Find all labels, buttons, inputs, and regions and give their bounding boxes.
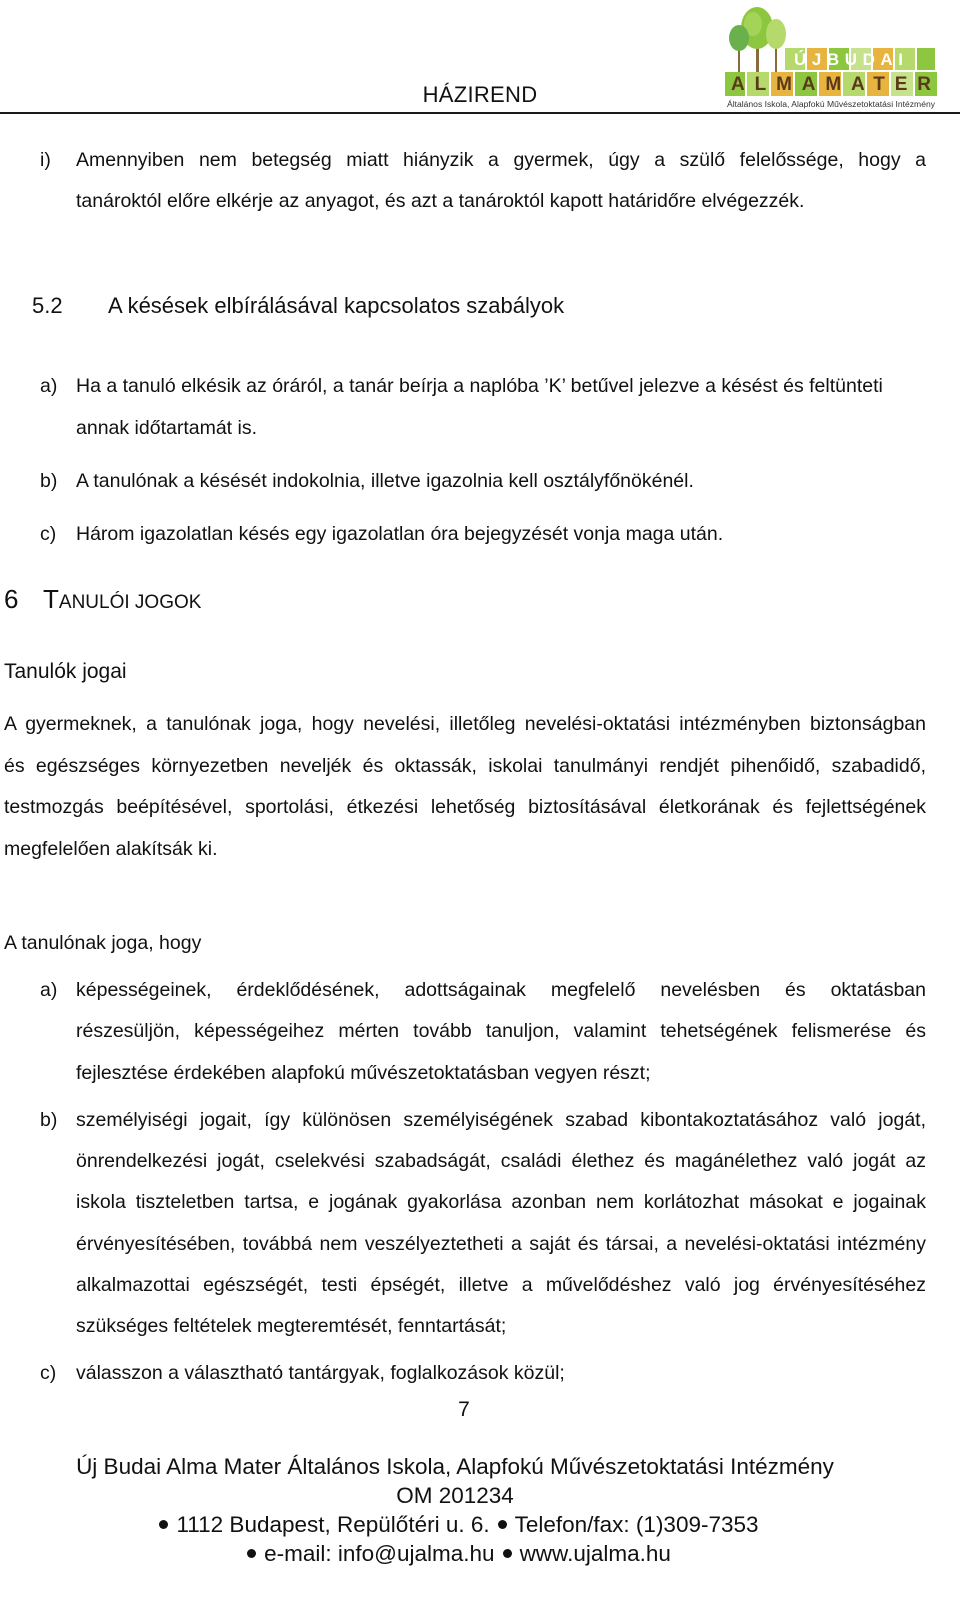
list-item-text: A tanulónak a késését indokolnia, illetve igazolnia kell osztályfőnökénél. xyxy=(76,470,694,492)
list-item-text: képességeinek, érdeklődésének, adottságainak megfelelő nevelésben és oktatásban xyxy=(76,979,926,1001)
list-item-text: önrendelkezési jogát, cselekvési szabadságát, családi élethez és magánélethez való jogát az xyxy=(76,1150,926,1172)
section-title-initial: T xyxy=(43,584,59,614)
list-item-text: Ha a tanuló elkésik az óráról, a tanár beírja a naplóba ’K’ betűvel jelezve a késést és feltünteti xyxy=(76,375,883,397)
list-marker: i) xyxy=(40,149,51,171)
list-item-text: válasszon a választható tantárgyak, foglalkozások közül; xyxy=(76,1362,565,1384)
list-marker: b) xyxy=(40,1109,58,1131)
section-title xyxy=(43,584,201,615)
footer-phone: Telefon/fax: (1)309-7353 xyxy=(514,1512,759,1537)
footer-web-line xyxy=(0,1539,935,1569)
paragraph-line: testmozgás beépítésével, sportolási, étkezési lehetőség biztosításával életkorának és fejlettségének xyxy=(4,796,926,818)
list-marker: b) xyxy=(40,470,58,492)
list-item-text: fejlesztése érdekében alapfokú művészetoktatásban vegyen részt; xyxy=(76,1062,651,1084)
list-item-text: részesüljön, képességeihez mérten tovább tanuljon, valamint tehetségének felismerése és xyxy=(76,1020,926,1042)
footer-address: 1112 Budapest, Repülőtéri u. 6. xyxy=(176,1512,490,1537)
header-divider xyxy=(0,112,960,114)
list-item-text: Amennyiben nem betegség miatt hiányzik a gyermek, úgy a szülő felelőssége, hogy a xyxy=(76,149,926,171)
list-item-text: tanároktól előre elkérje az anyagot, és azt a tanároktól kapott határidőre elvégezzék. xyxy=(76,190,805,212)
list-item-text: szükséges feltételek megteremtését, fenntartását; xyxy=(76,1315,507,1337)
section-title-rest: ANULÓI JOGOK xyxy=(58,592,202,613)
bullet-icon xyxy=(503,1549,512,1558)
school-logo xyxy=(725,6,940,110)
list-item-text: Három igazolatlan késés egy igazolatlan óra bejegyzését vonja maga után. xyxy=(76,523,724,545)
subheading: Tanulók jogai xyxy=(4,660,127,683)
list-marker: c) xyxy=(40,523,57,545)
section-number: 5.2 xyxy=(32,293,63,318)
paragraph-line: megfelelően alakítsák ki. xyxy=(4,838,218,860)
document-header-title: HÁZIREND xyxy=(422,82,538,107)
bullet-icon xyxy=(498,1520,507,1529)
tree-icon xyxy=(729,25,749,74)
list-marker: a) xyxy=(40,375,58,397)
list-item-text: érvényesítésében, továbbá nem veszélyeztetheti a saját és társai, a nevelési-oktatási intézmény xyxy=(76,1233,926,1255)
list-marker: c) xyxy=(40,1362,57,1384)
footer-contact-line xyxy=(0,1510,935,1540)
paragraph-line: és egészséges környezetben neveljék és oktassák, iskolai tanulmányi rendjét pihenőidő, szabadidő, xyxy=(4,755,926,777)
list-item-text: iskola tiszteletben tartsa, e jogának gyakorlása azonban nem korlátozhat másokat e jogainak xyxy=(76,1191,926,1213)
logo-top-text: ÚJBUDAI xyxy=(794,50,914,69)
logo-subtitle: Általános Iskola, Alapfokú Művészetoktatási Intézmény xyxy=(727,100,935,109)
bullet-icon xyxy=(159,1520,168,1529)
logo-bottom-text: ALMAMATER xyxy=(731,74,931,95)
list-item-text: alkalmazottai egészségét, testi épségét, illetve a művelődéshez való jog érvényesítéséhez xyxy=(76,1274,926,1296)
footer-institution: Új Budai Alma Mater Általános Iskola, Alapfokú Művészetoktatási Intézmény xyxy=(76,1454,834,1479)
paragraph-line: A gyermeknek, a tanulónak joga, hogy nevelési, illetőleg nevelési-oktatási intézményben biztonságban xyxy=(4,713,926,735)
list-item-text: annak időtartamát is. xyxy=(76,417,258,439)
section-title: A késések elbírálásával kapcsolatos szabályok xyxy=(108,293,565,318)
bullet-icon xyxy=(247,1549,256,1558)
tree-icon xyxy=(766,19,786,74)
footer-email[interactable]: e-mail: info@ujalma.hu xyxy=(264,1541,495,1566)
footer-website[interactable]: www.ujalma.hu xyxy=(519,1541,671,1566)
page-number: 7 xyxy=(458,1398,470,1421)
list-item-text: személyiségi jogait, így különösen személyiségének szabad kibontakoztatásához való jogát, xyxy=(76,1109,926,1131)
section-number: 6 xyxy=(4,584,19,614)
footer-om: OM 201234 xyxy=(396,1483,514,1508)
intro-line: A tanulónak joga, hogy xyxy=(4,932,202,954)
list-marker: a) xyxy=(40,979,58,1001)
